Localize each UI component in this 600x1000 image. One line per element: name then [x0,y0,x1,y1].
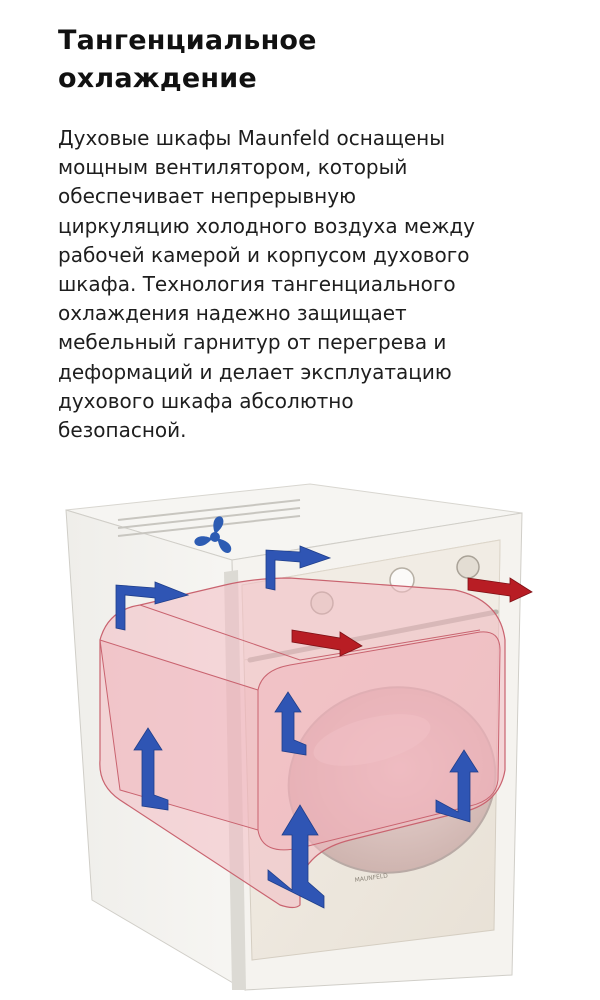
description-line: циркуляцию холодного воздуха между [58,213,476,238]
description-line: мебельный гарнитур от перегрева и [58,330,447,355]
title-line: охлаждение [58,63,257,94]
description-line: деформаций и делает эксплуатацию [58,359,452,384]
description-line: безопасной. [58,418,187,443]
page-title [58,22,558,98]
oven-cooling-illustration [0,470,600,1000]
oven-brand-mark: MAUNFELD [354,872,389,884]
description-line: рабочей камерой и корпусом духового [58,242,470,267]
description-line: мощным вентилятором, который [58,155,408,180]
description-line: охлаждения надежно защищает [58,301,407,326]
oven-knob [457,556,479,578]
description-line: духового шкафа абсолютно [58,388,354,413]
description-line: Духовые шкафы Maunfeld оснащены [58,126,446,150]
description-line: обеспечивает непрерывную [58,184,356,209]
description-text [58,124,578,445]
description-line: шкафа. Технология тангенциального [58,272,456,297]
title-line: Тангенциальное [58,25,317,56]
